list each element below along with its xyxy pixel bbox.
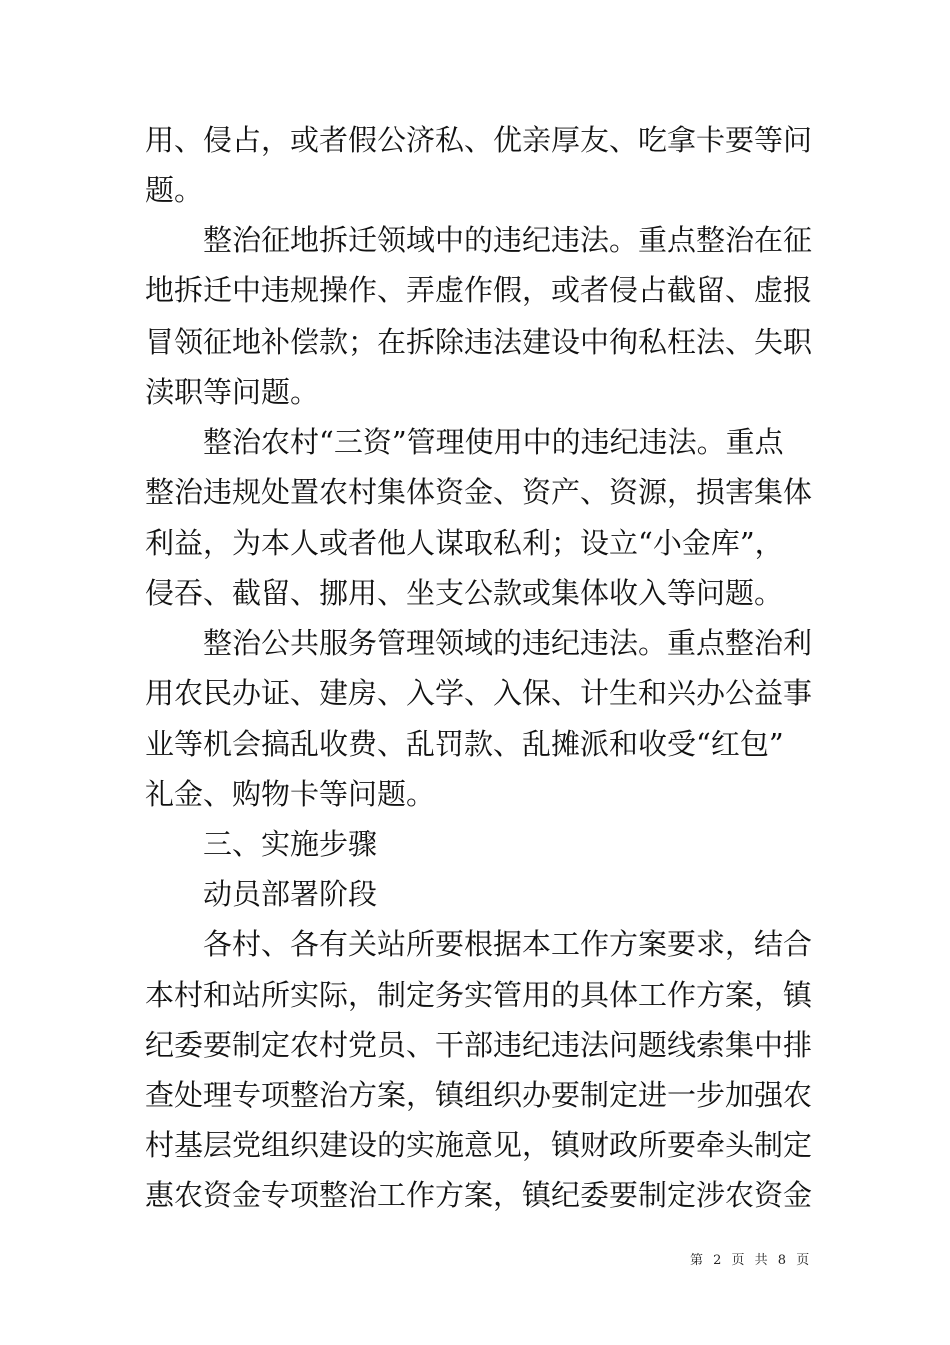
- text-line: 利益，为本人或者他人谋取私利；设立“小金库”，: [145, 526, 784, 560]
- text-line: 地拆迁中违规操作、弄虚作假，或者侵占截留、虚报: [145, 273, 813, 307]
- text-line: 整治公共服务管理领域的违纪违法。重点整治利: [203, 626, 813, 660]
- text-line: 题。: [145, 173, 204, 207]
- text-line: 整治征地拆迁领域中的违纪违法。重点整治在征: [203, 223, 813, 257]
- text-line: 渎职等问题。: [145, 375, 320, 409]
- text-line: 本村和站所实际，制定务实管用的具体工作方案，镇: [145, 978, 813, 1012]
- text-line: 礼金、购物卡等问题。: [145, 777, 436, 811]
- text-line: 整治违规处置农村集体资金、资产、资源，损害集体: [145, 475, 813, 509]
- text-line: 业等机会搞乱收费、乱罚款、乱摊派和收受“红包”: [145, 727, 784, 761]
- text-line: 村基层党组织建设的实施意见，镇财政所要牵头制定: [145, 1128, 813, 1162]
- section-heading: 三、实施步骤: [203, 827, 378, 861]
- text-line: 各村、各有关站所要根据本工作方案要求，结合: [203, 927, 813, 961]
- text-line: 惠农资金专项整治工作方案，镇纪委要制定涉农资金: [145, 1178, 813, 1212]
- text-line: 纪委要制定农村党员、干部违纪违法问题线索集中排: [145, 1028, 813, 1062]
- text-line: 侵吞、截留、挪用、坐支公款或集体收入等问题。: [145, 576, 784, 610]
- text-line: 用、侵占，或者假公济私、优亲厚友、吃拿卡要等问: [145, 123, 813, 157]
- text-line: 冒领征地补偿款；在拆除违法建设中徇私枉法、失职: [145, 325, 813, 359]
- text-line: 查处理专项整治方案，镇组织办要制定进一步加强农: [145, 1078, 813, 1112]
- page-number: 第 2 页 共 8 页: [690, 1253, 813, 1268]
- text-line: 用农民办证、建房、入学、入保、计生和兴办公益事: [145, 676, 813, 710]
- subsection-heading: 动员部署阶段: [203, 877, 378, 911]
- text-line: 整治农村“三资”管理使用中的违纪违法。重点: [203, 425, 784, 459]
